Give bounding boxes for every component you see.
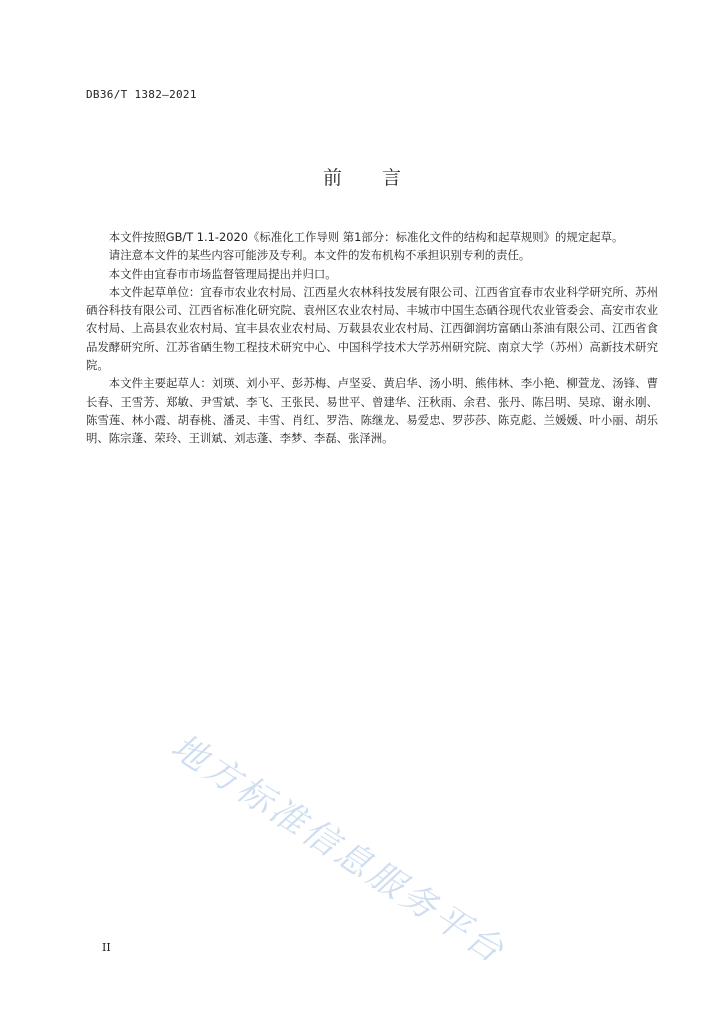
foreword-body <box>86 228 658 448</box>
paragraph-standard-basis: 本文件按照GB/T 1.1-2020《标准化工作导则 第1部分：标准化文件的结构和起草规则》的规定起草。 <box>108 230 624 244</box>
paragraph-patent-notice: 请注意本文件的某些内容可能涉及专利。本文件的发布机构不承担识别专利的责任。 <box>108 248 531 263</box>
paragraph-drafting-units: 本文件起草单位：宜春市农业农村局、江西星火农林科技发展有限公司、江西省宜春市农业科学研究所、苏州硒谷科技有限公司、江西省标准化研究院、袁州区农业农村局、丰城市中国生态硒谷现代农业管委会、高安市农业农村局、上高县农业农村局、宜丰县农业农村局、万载县农业农村局、江西御润坊富硒山茶油有限公司、江西省食品发酵研究所、江苏省硒生物工程技术研究中心、中国科学技术大学苏州研究院、南京大学（苏州）高新技术研究院。 <box>86 284 658 373</box>
page-number: II <box>102 941 111 954</box>
paragraph-proposer: 本文件由宜春市市场监督管理局提出并归口。 <box>108 266 337 281</box>
document-code: DB36/T 1382—2021 <box>86 88 197 101</box>
watermark: 地方标准信息服务平台 <box>163 726 513 973</box>
paragraph-drafters: 本文件主要起草人：刘瑛、刘小平、彭苏梅、卢坚妥、黄启华、汤小明、熊伟林、李小艳、柳萱龙、汤锋、曹长春、王雪芳、郑敏、尹雪斌、李飞、王张民、易世平、曾建华、汪秋雨、余君、张丹、陈吕明、吴琼、谢永刚、陈雪莲、林小霞、胡春桃、潘灵、丰雪、肖红、罗浩、陈继龙、易爱忠、罗莎莎、陈克彪、兰媛媛、叶小丽、胡乐明、陈宗蓬、荣玲、王训斌、刘志蓬、李梦、李磊、张泽洲。 <box>86 376 658 446</box>
page-title: 前言 <box>322 167 441 189</box>
